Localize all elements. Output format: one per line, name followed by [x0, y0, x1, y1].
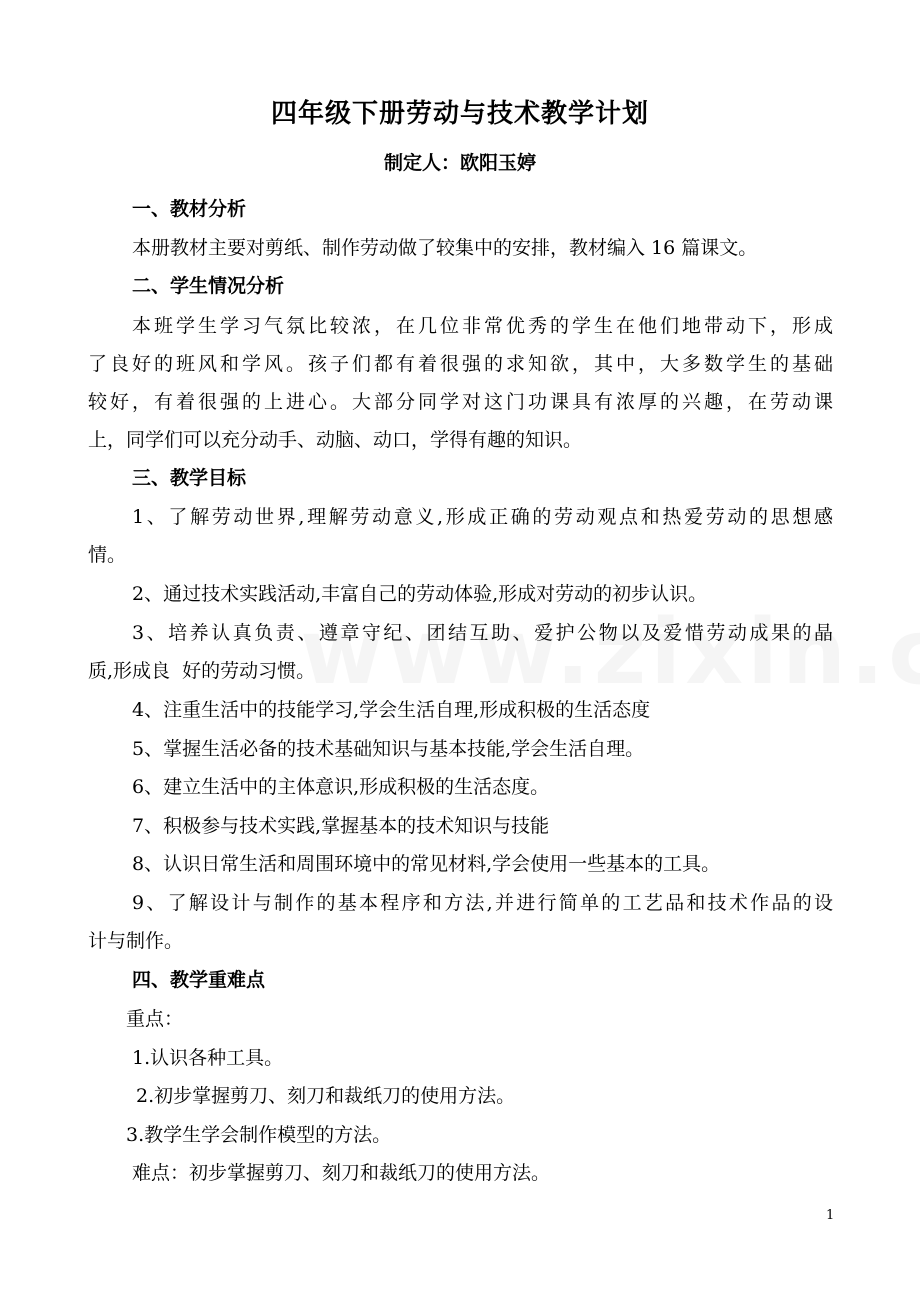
key-point-item: 2.初步掌握剪刀、刻刀和裁纸刀的使用方法。 [136, 1085, 516, 1107]
section-heading-goals: 三、教学目标 [132, 467, 247, 489]
document-title: 四年级下册劳动与技术教学计划 [270, 99, 649, 129]
goal-item: 计与制作。 [88, 930, 184, 952]
section-heading-key-points: 四、教学重难点 [132, 969, 266, 991]
goal-item: 6、建立生活中的主体意识,形成积极的生活态度。 [132, 776, 550, 798]
goal-item: 4、注重生活中的技能学习,学会生活自理,形成积极的生活态度 [132, 699, 651, 721]
document-author: 制定人：欧阳玉婷 [383, 152, 536, 174]
paragraph-students-line: 了良好的班风和学风。孩子们都有着很强的求知欲，其中，大多数学生的基础 [88, 353, 833, 375]
goal-item: 2、通过技术实践活动,丰富自己的劳动体验,形成对劳动的初步认识。 [132, 583, 708, 605]
goal-item: 5、掌握生活必备的技术基础知识与基本技能,学会生活自理。 [132, 738, 645, 760]
goal-item: 7、积极参与技术实践,掌握基本的技术知识与技能 [132, 815, 550, 837]
goal-item: 8、认识日常生活和周围环境中的常见材料,学会使用一些基本的工具。 [132, 853, 721, 875]
section-heading-students: 二、学生情况分析 [132, 275, 285, 297]
goal-item: 3、培养认真负责、遵章守纪、团结互助、爱护公物以及爱惜劳动成果的晶 [132, 622, 833, 644]
difficulty-item: 难点：初步掌握剪刀、刻刀和裁纸刀的使用方法。 [132, 1162, 551, 1184]
paragraph-students-line: 本班学生学习气氛比较浓，在几位非常优秀的学生在他们地带动下，形成 [132, 315, 833, 337]
paragraph-students-line: 上，同学们可以充分动手、动脑、动口，学得有趣的知识。 [88, 429, 583, 451]
section-heading-materials: 一、教材分析 [132, 198, 247, 220]
paragraph-students-line: 较好，有着很强的上进心。大部分同学对这门功课具有浓厚的兴趣，在劳动课 [88, 391, 833, 413]
goal-item: 1、了解劳动世界,理解劳动意义,形成正确的劳动观点和热爱劳动的思想感 [132, 506, 833, 528]
key-point-item: 1.认识各种工具。 [132, 1047, 284, 1069]
paragraph-materials: 本册教材主要对剪纸、制作劳动做了较集中的安排，教材编入 16 篇课文。 [132, 237, 758, 259]
goal-item: 质,形成良 好的劳动习惯。 [88, 660, 316, 682]
key-point-item: 3.教学生学会制作模型的方法。 [126, 1124, 392, 1146]
page-number: 1 [826, 1208, 835, 1223]
key-points-label: 重点： [126, 1008, 184, 1030]
goal-item: 9、了解设计与制作的基本程序和方法,并进行简单的工艺品和技术作品的设 [132, 892, 833, 914]
goal-item: 情。 [88, 544, 127, 566]
